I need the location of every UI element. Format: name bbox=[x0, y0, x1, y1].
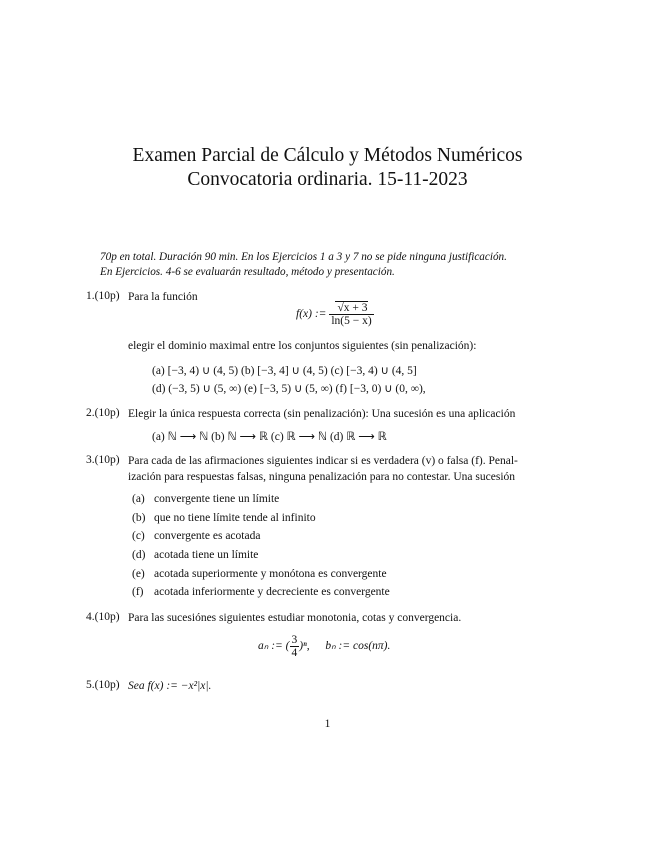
exercise-3-text-2: ización para respuestas falsas, ninguna penalización para no contestar. Una sucesión bbox=[128, 471, 516, 483]
exercise-2-options: (a) ℕ ⟶ ℕ (b) ℕ ⟶ ℝ (c) ℝ ⟶ ℕ (d) ℝ ⟶ ℝ bbox=[152, 431, 387, 443]
formula-a-rhs: )ⁿ, bbox=[299, 640, 310, 653]
exercise-3-text-1: Para cada de las afirmaciones siguientes indicar si es verdadera (v) o falsa (f). Penal- bbox=[128, 455, 518, 467]
exercise-4-formula bbox=[258, 634, 390, 659]
list-item: (c) convergente es acotada bbox=[132, 530, 261, 542]
exercise-1-options-1: (a) [−3, 4) ∪ (4, 5) (b) [−3, 4] ∪ (4, 5) (c) [−3, 4) ∪ (4, 5] bbox=[152, 365, 417, 377]
list-item: (e) acotada superiormente y monótona es convergente bbox=[132, 568, 387, 580]
formula-lhs: f(x) := bbox=[296, 308, 330, 321]
list-item: (f) acotada inferiormente y decreciente es convergente bbox=[132, 586, 390, 598]
exercise-1-number: 1.(10p) bbox=[86, 290, 120, 302]
list-item: (a) convergente tiene un límite bbox=[132, 493, 280, 505]
exam-title: Examen Parcial de Cálculo y Métodos Numéricos bbox=[132, 145, 523, 166]
exercise-2-text: Elegir la única respuesta correcta (sin penalización): Una sucesión es una aplicación bbox=[128, 408, 516, 420]
page-number: 1 bbox=[324, 718, 331, 730]
exercise-2-number: 2.(10p) bbox=[86, 407, 120, 419]
exercise-1-text-2: elegir el dominio maximal entre los conjuntos siguientes (sin penalización): bbox=[128, 340, 477, 352]
exercise-1-text: Para la función bbox=[128, 291, 198, 303]
exercise-5-text: Sea f(x) := −x²|x|. bbox=[128, 680, 212, 692]
intro-line-1: 70p en total. Duración 90 min. En los Ejercicios 1 a 3 y 7 no se pide ninguna justificación. bbox=[100, 251, 507, 263]
formula-numerator: √x + 3 bbox=[337, 302, 368, 314]
list-item: (d) acotada tiene un límite bbox=[132, 549, 259, 561]
formula-a-numerator: 3 bbox=[291, 634, 298, 646]
list-item: (b) que no tiene límite tende al infinito bbox=[132, 512, 316, 524]
exercise-5-number: 5.(10p) bbox=[86, 679, 120, 691]
exercise-1-options-2: (d) (−3, 5) ∪ (5, ∞) (e) [−3, 5) ∪ (5, ∞) (f) [−3, 0) ∪ (0, ∞), bbox=[152, 383, 426, 395]
exercise-3-number: 3.(10p) bbox=[86, 454, 120, 466]
exercise-4-text: Para las sucesiónes siguientes estudiar monotonia, cotas y convergencia. bbox=[128, 612, 462, 624]
formula-denominator: ln(5 − x) bbox=[331, 315, 372, 327]
exam-subtitle: Convocatoria ordinaria. 15-11-2023 bbox=[187, 169, 468, 190]
formula-a-lhs: aₙ := ( bbox=[258, 640, 290, 653]
formula-fraction bbox=[329, 302, 373, 327]
formula-a-denominator: 4 bbox=[291, 647, 298, 659]
exercise-4-number: 4.(10p) bbox=[86, 611, 120, 623]
formula-a-fraction bbox=[290, 634, 300, 659]
formula-b: bₙ := cos(nπ). bbox=[325, 640, 391, 653]
exercise-1-formula bbox=[296, 302, 374, 327]
intro-line-2: En Ejercicios. 4-6 se evaluarán resultado, método y presentación. bbox=[100, 266, 395, 278]
